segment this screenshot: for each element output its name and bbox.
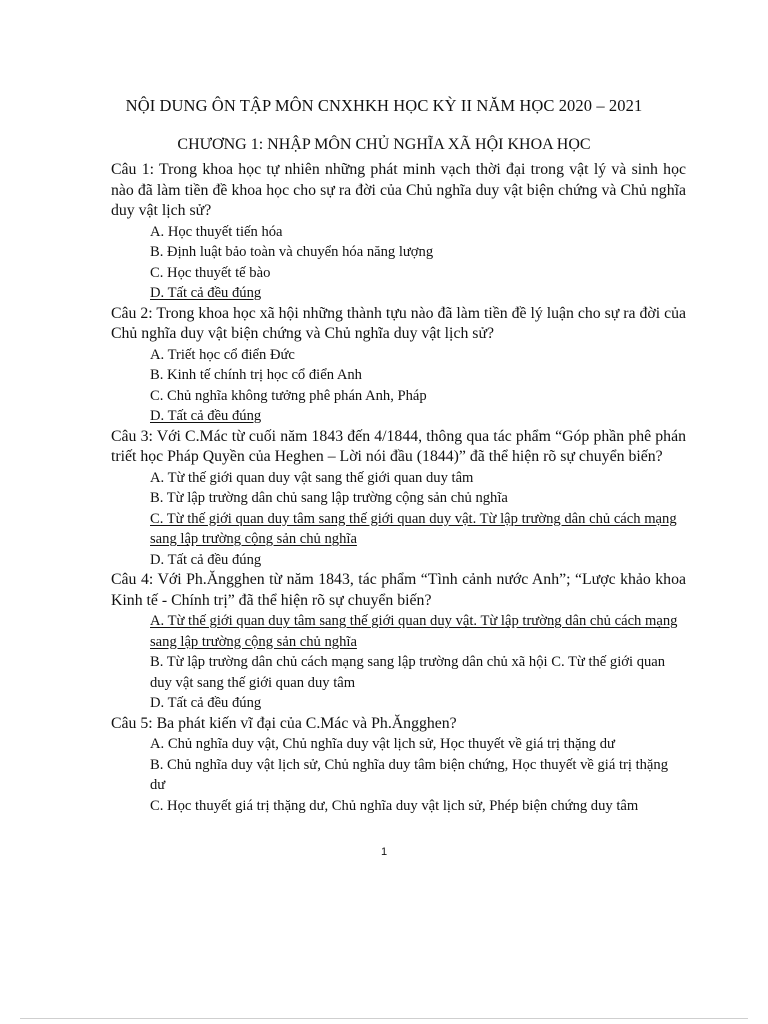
option-a: A. Học thuyết tiến hóa <box>150 223 283 240</box>
chapter-heading: CHƯƠNG 1: NHẬP MÔN CHỦ NGHĨA XÃ HỘI KHOA HỌC <box>177 136 591 153</box>
correct-answer: D. Tất cả đều đúng <box>150 285 262 301</box>
option-b: B. Kinh tế chính trị học cổ điển Anh <box>150 367 362 383</box>
correct-answer: C. Từ thế giới quan duy tâm sang thế giới quan duy vật. Từ lập trường dân chủ cách mạng sang lập trường cộng sản chủ nghĩa <box>150 510 677 547</box>
question-5 <box>111 714 686 817</box>
option-b: B. Từ lập trường dân chủ sang lập trường cộng sản chủ nghĩa <box>150 490 508 506</box>
question-text: Câu 2: Trong khoa học xã hội những thành tựu nào đã làm tiền đề lý luận cho sự ra đời của Chủ nghĩa duy vật biện chứng và Chủ nghĩa duy vật lịch sử? <box>111 304 686 342</box>
question-text: Câu 3: Với C.Mác từ cuối năm 1843 đến 4/1844, thông qua tác phẩm “Góp phần phê phán triết học Pháp Quyền của Heghen – Lời nói đầu (1844)” đã thể hiện rõ sự chuyển biến? <box>111 427 686 465</box>
question-text: Câu 1: Trong khoa học tự nhiên những phát minh vạch thời đại trong vật lý và sinh học nào đã làm tiền đề khoa học cho sự ra đời của Chủ nghĩa duy vật biện chứng và Chủ nghĩa duy vật lịch sử? <box>111 161 686 219</box>
option-d-correct <box>111 283 686 304</box>
option-b: B. Chủ nghĩa duy vật lịch sử, Chủ nghĩa duy tâm biện chứng, Học thuyết về giá trị thặng dư <box>150 756 669 793</box>
option-d: D. Tất cả đều đúng <box>150 695 262 711</box>
question-text: Câu 5: Ba phát kiến vĩ đại của C.Mác và Ph.Ăngghen? <box>111 714 457 732</box>
page-divider <box>20 1018 748 1019</box>
option-c: C. Học thuyết tế bào <box>150 264 271 281</box>
page-number: 1 <box>380 846 388 858</box>
question-text: Câu 4: Với Ph.Ăngghen từ năm 1843, tác phẩm “Tình cảnh nước Anh”; “Lược khảo khoa Kinh tế - Chính trị” đã thể hiện rõ sự chuyển biến? <box>111 571 686 609</box>
option-a: A. Từ thế giới quan duy vật sang thế giới quan duy tâm <box>150 469 474 486</box>
question-4 <box>111 570 686 714</box>
question-3 <box>111 427 686 571</box>
option-a: A. Chủ nghĩa duy vật, Chủ nghĩa duy vật lịch sử, Học thuyết về giá trị thặng dư <box>150 736 615 752</box>
option-c: C. Học thuyết giá trị thặng dư, Chủ nghĩa duy vật lịch sử, Phép biện chứng duy tâm <box>150 797 639 814</box>
option-d: D. Tất cả đều đúng <box>150 551 262 568</box>
document-body <box>111 160 686 816</box>
option-a: A. Triết học cổ điển Đức <box>150 346 295 363</box>
option-a-correct <box>111 611 686 652</box>
option-c-correct <box>111 509 686 550</box>
correct-answer: D. Tất cả đều đúng <box>150 408 262 424</box>
document-title: NỘI DUNG ÔN TẬP MÔN CNXHKH HỌC KỲ II NĂM HỌC 2020 – 2021 <box>125 96 643 115</box>
question-2 <box>111 304 686 427</box>
option-c: C. Chủ nghĩa không tưởng phê phán Anh, Pháp <box>150 387 427 404</box>
question-1 <box>111 160 686 304</box>
option-b-c: B. Từ lập trường dân chủ cách mạng sang lập trường dân chủ xã hội C. Từ thế giới quan duy vật sang thế giới quan duy tâm <box>150 654 666 691</box>
option-b: B. Định luật bảo toàn và chuyển hóa năng lượng <box>150 244 434 260</box>
correct-answer: A. Từ thế giới quan duy tâm sang thế giới quan duy vật. Từ lập trường dân chủ cách mạng sang lập trường cộng sản chủ nghĩa <box>150 613 678 650</box>
option-d-correct <box>111 406 686 427</box>
